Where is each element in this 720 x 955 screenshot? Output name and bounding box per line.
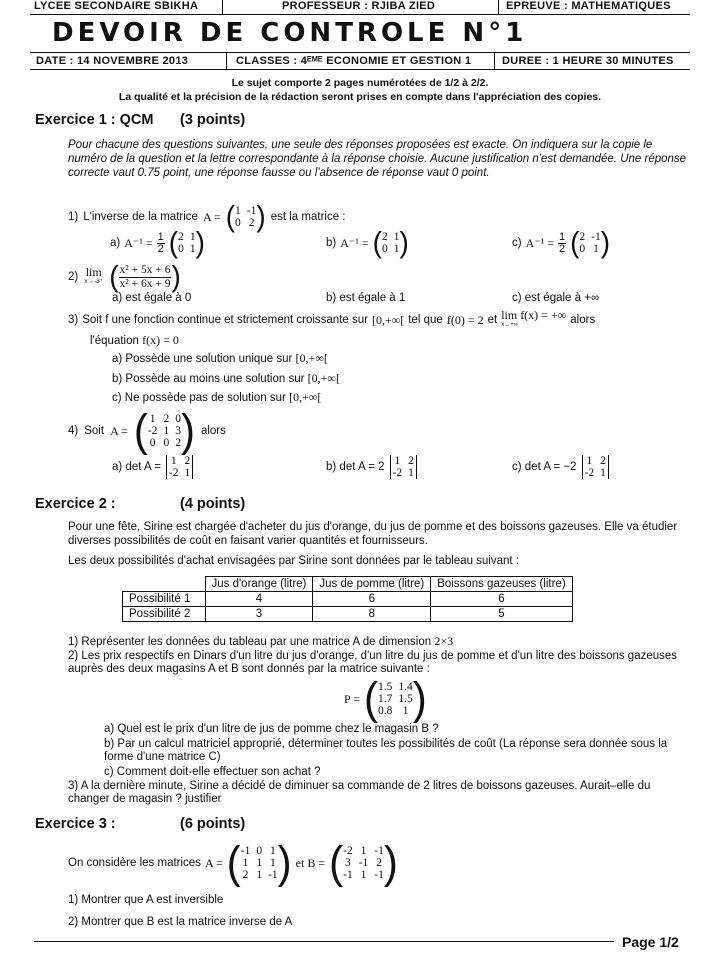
q1-option-c: c) A⁻¹ = $\frac{1}{2}$ ( 2 -1 0 1 ) (512, 226, 611, 259)
q3-equation: l'équation f(x) = 0 (90, 333, 179, 347)
q1-option-b: b) A⁻¹ = ( 2 1 0 1 ) (326, 226, 409, 259)
ex2-table-intro: Les deux possibilités d'achat envisagées par Sirine sont données par le tableau suivant : (68, 555, 519, 567)
table-header: Jus de pomme (litre) (313, 577, 431, 592)
exam-class: CLASSES : 4ᴱᴹᴱ ECONOMIE ET GESTION 1 (236, 55, 472, 67)
header-rule (30, 69, 690, 70)
ex3-matrices: On considère les matrices A = ( -1 0 1 1 1 1 2 1 -1 ) et B = ( -2 1 -1 3 -1 2 -1 1 -1 ) (68, 837, 398, 888)
table-row: Possibilité 2 3 8 5 (123, 607, 573, 622)
ex2-qc: c) Comment doit-elle effectuer son achat ? (104, 766, 321, 778)
page-number: Page 1/2 (622, 934, 679, 950)
footer-rule (34, 941, 614, 942)
ex1-points: (3 points) (180, 112, 246, 128)
header-divider (498, 0, 499, 14)
q4-option-b: b) det A = 2 1 2 -2 1 (326, 455, 419, 479)
notice-line: La qualité et la précision de la rédaction seront prises en compte dans l'appréciation des copies. (118, 91, 602, 103)
table-header-row (123, 577, 573, 592)
q3-option-b: b) Possède au moins une solution sur [0,+∞[ (112, 371, 340, 385)
header-divider (222, 0, 223, 14)
table-header: Boissons gazeuses (litre) (431, 577, 572, 592)
ex1-q3: 3) Soit f une fonction continue et strictement croissante sur [0,+∞[ tel que f(0) = 2 et lim f(x) = +∞ x→+∞ alors (68, 308, 596, 328)
ex1-intro: Pour chacune des questions suivantes, une seule des réponses proposées est exacte. On indiquera sur la copie le numéro de la question et la lettre correspondante à la réponse choisie. Aucune justification n'est demandée. Une réponse correcte vaut 0.75 point, une réponse fausse ou l'absence de réponse vaut 0 point. (68, 139, 687, 179)
q2-option-a: a) est égale à 0 (112, 292, 192, 304)
header-divider (226, 52, 227, 69)
ex2-q3: 3) A la dernière minute, Sirine a décidé de diminuer sa commande de 2 litres de boissons gazeuses. Aurait–elle du changer de magasin ? justifier (68, 780, 651, 805)
q4-option-a: a) det A = 1 2 -2 1 (112, 455, 195, 479)
q1-text: est la matrice : (270, 211, 346, 223)
ex1-q1: 1) L'inverse de la matrice A = ( 1 -1 0 2 ) est la matrice : (68, 200, 346, 233)
ex3-q1: 1) Montrer que A est inversible (68, 894, 224, 906)
notice-line: Le sujet comporte 2 pages numérotées de 1/2 à 2/2. (231, 77, 489, 89)
ex2-intro: Pour une fête, Sirine est chargée d'acheter du jus d'orange, du jus de pomme et des boissons gazeuses. Elle va étudier diverses possibilités de coût en faisant varier quantités et fournisseurs. (68, 521, 678, 547)
q3-option-c: c) Ne possède pas de solution sur [0,+∞[ (112, 390, 322, 404)
ex1-title: Exercice 1 : QCM (35, 112, 154, 128)
ex2-q2: 2) Les prix respectifs en Dinars d'un litre du jus d'orange, d'un litre du jus de pomme et d'un litre des boissons gazeuses auprès des deux magasins A et B sont donnés par la matrice suivante : (68, 650, 678, 675)
header-rule (30, 52, 690, 53)
ex2-table (122, 576, 573, 622)
q1-text: L'inverse de la matrice (83, 211, 198, 223)
ex1-q2: 2) lim x→-3⁺ ( $\frac{\text{x² + 5x + 6}}{\text{x² + 6x + 9}}$ ) (68, 260, 181, 293)
q-number: 1) (68, 211, 79, 223)
matrix-P: P = ( 1.5 1.4 1.7 1.5 0.8 1 ) (344, 673, 427, 724)
subject: EPREUVE : MATHEMATIQUES (506, 0, 671, 12)
page-title: DEVOIR DE CONTROLE N°1 (52, 18, 528, 48)
ex2-title: Exercice 2 : (35, 496, 116, 512)
ex3-title: Exercice 3 : (35, 816, 116, 832)
exam-date: DATE : 14 NOVEMBRE 2013 (36, 55, 189, 67)
table-header: Jus d'orange (litre) (205, 577, 313, 592)
q3-option-a: a) Possède une solution unique sur [0,+∞[ (112, 351, 328, 365)
q2-option-c: c) est égale à +∞ (512, 292, 600, 304)
q4-option-c: c) det A = −2 1 2 -2 1 (512, 455, 611, 479)
matrix-A: ( 1 -1 0 2 ) (225, 200, 266, 233)
professor-name: PROFESSEUR : RJIBA ZIED (282, 0, 436, 12)
header-rule-top (30, 14, 690, 15)
ex2-points: (4 points) (180, 496, 246, 512)
school-name: LYCEE SECONDAIRE SBIKHA (34, 0, 199, 12)
ex2-qa: a) Quel est le prix d'un litre de jus de pomme chez le magasin B ? (104, 723, 439, 735)
q2-option-b: b) est égale à 1 (326, 292, 406, 304)
table-row: Possibilité 1 4 6 6 (123, 592, 573, 607)
ex2-qb: b) Par un calcul matriciel approprié, déterminer toutes les possibilités de coût (La réponse sera donnée sous la forme d'une matrice C) (104, 738, 668, 763)
header-divider (494, 52, 495, 69)
q1-option-a: a) A⁻¹ = $\frac{1}{2}$ ( 2 1 0 1 ) (110, 226, 205, 259)
ex3-q2: 2) Montrer que B est la matrice inverse de A (68, 916, 293, 928)
exam-duration: DUREE : 1 HEURE 30 MINUTES (502, 55, 674, 67)
ex1-q4: 4) Soit A = ( 1 2 0 -2 1 3 0 0 2 ) alors (68, 405, 226, 456)
ex2-q1: 1) Représenter les données du tableau par une matrice A de dimension 2×3 (68, 634, 454, 648)
ex3-points: (6 points) (180, 816, 246, 832)
